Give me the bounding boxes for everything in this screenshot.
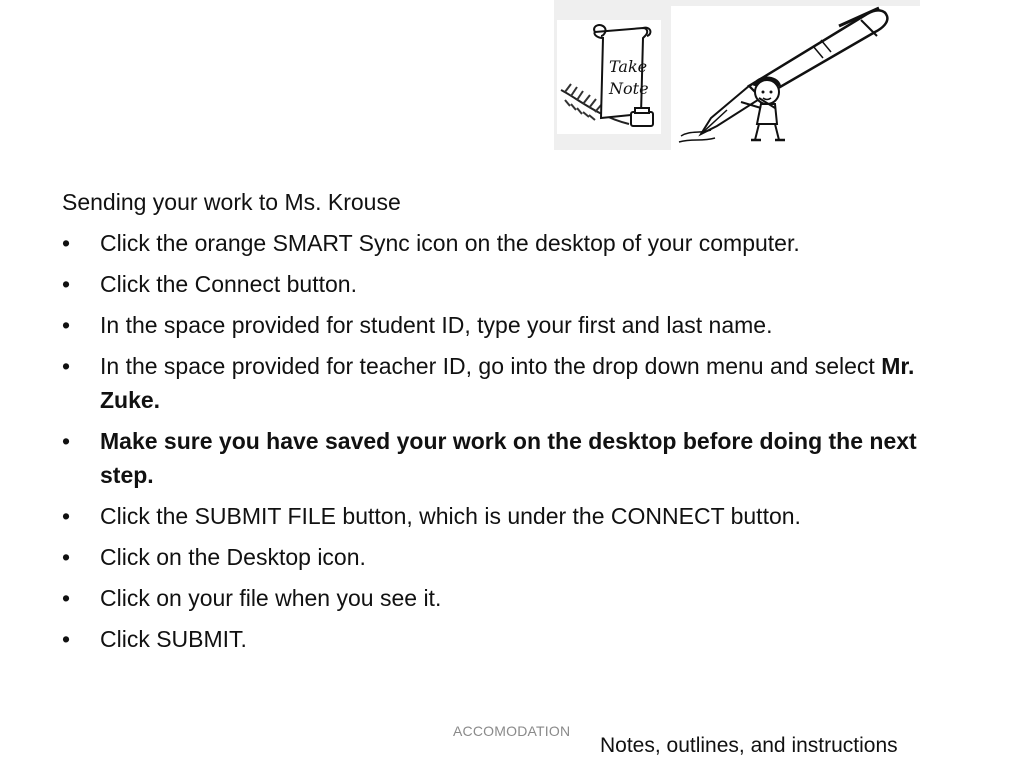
list-item [62, 424, 962, 492]
slide-body [62, 185, 962, 663]
bullet-icon: • [62, 428, 71, 454]
step-text: Click the orange SMART Sync icon on the desktop of your computer. [100, 230, 800, 256]
footer-caption: Notes, outlines, and instructions [600, 734, 898, 757]
list-item [62, 499, 962, 533]
bullet-icon: • [62, 312, 71, 338]
step-text: In the space provided for teacher ID, go into the drop down menu and select [100, 353, 882, 379]
bullet-icon: • [62, 230, 71, 256]
bullet-icon: • [62, 626, 71, 652]
svg-text:Take: Take [609, 57, 648, 76]
pen-and-child-image [671, 6, 920, 150]
list-item [62, 226, 962, 260]
bullet-icon: • [62, 503, 71, 529]
step-text: Click the Connect button. [100, 271, 357, 297]
list-item [62, 540, 962, 574]
instruction-list [62, 226, 962, 656]
step-text: Click SUBMIT. [100, 626, 247, 652]
list-item [62, 267, 962, 301]
step-text: Click the SUBMIT FILE button, which is under the CONNECT button. [100, 503, 801, 529]
bullet-icon: • [62, 353, 71, 379]
take-note-scroll-icon [557, 20, 661, 134]
step-text: In the space provided for student ID, type your first and last name. [100, 312, 773, 338]
svg-text:Note: Note [609, 79, 649, 98]
list-item [62, 622, 962, 656]
footer-accommodation-label: ACCOMODATION [453, 723, 571, 739]
step-text: Click on the Desktop icon. [100, 544, 366, 570]
bullet-icon: • [62, 544, 71, 570]
bullet-icon: • [62, 585, 71, 611]
step-text: Click on your file when you see it. [100, 585, 442, 611]
step-text-bold: Make sure you have saved your work on the desktop before doing the next step. [100, 428, 917, 488]
slide-heading: Sending your work to Ms. Krouse [62, 189, 401, 215]
list-item [62, 308, 962, 342]
take-note-image [557, 20, 661, 134]
teacher-name: Mr. Zuke. [100, 353, 915, 413]
pen-illustration-icon [671, 6, 920, 150]
list-item [62, 349, 962, 417]
list-item [62, 581, 962, 615]
bullet-icon: • [62, 271, 71, 297]
